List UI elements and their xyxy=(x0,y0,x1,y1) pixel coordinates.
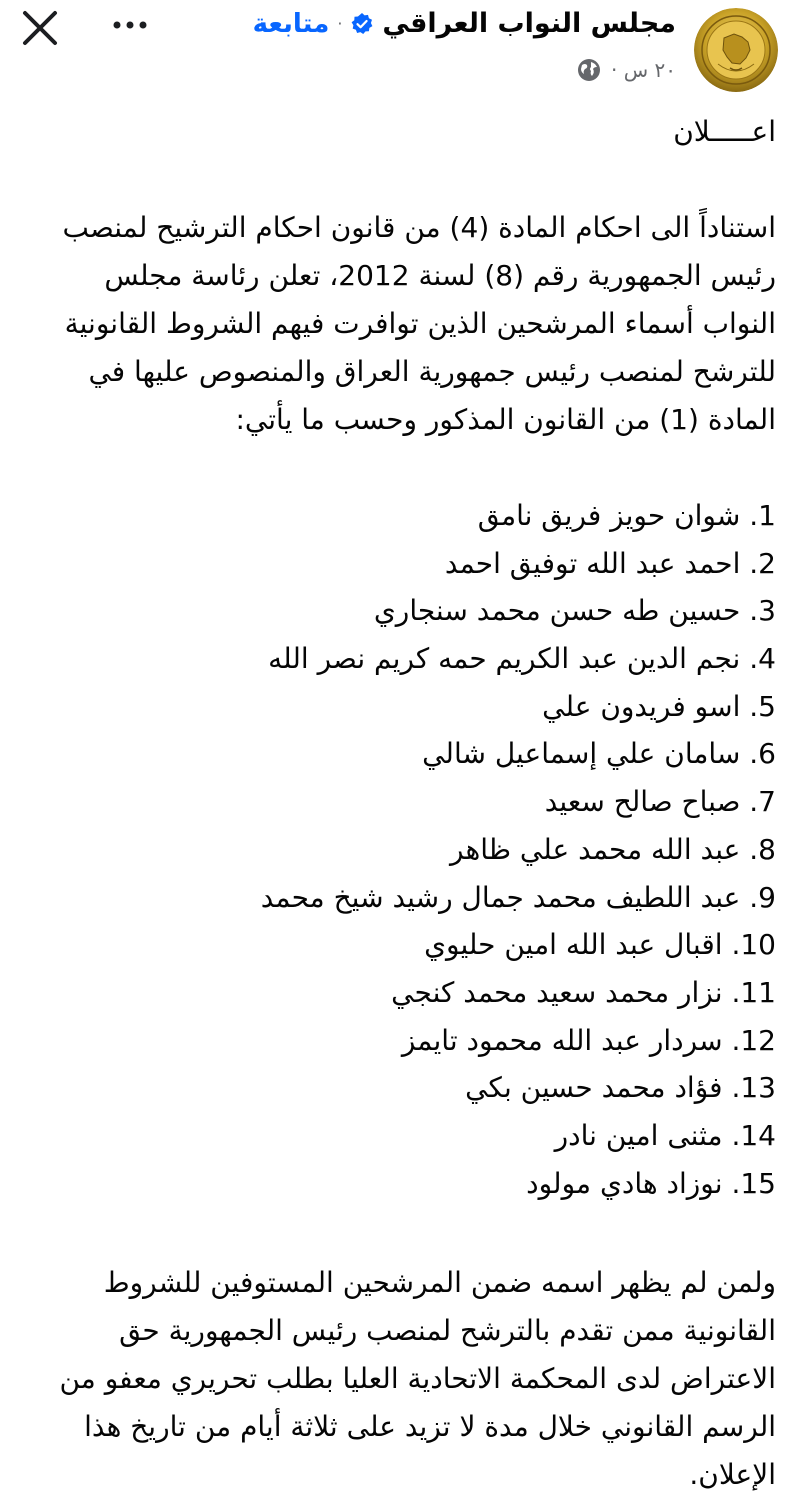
candidate-item xyxy=(20,778,776,826)
post-header xyxy=(0,0,800,100)
page-name[interactable]: مجلس النواب العراقي xyxy=(382,8,676,39)
candidate-item xyxy=(20,635,776,683)
verified-badge-icon xyxy=(350,12,374,36)
candidate-item xyxy=(20,540,776,588)
candidate-item xyxy=(20,587,776,635)
candidate-number: 15. xyxy=(731,1166,776,1200)
candidate-name: عبد الله محمد علي ظاهر xyxy=(450,832,741,866)
candidate-name: سامان علي إسماعيل شالي xyxy=(422,737,741,771)
candidate-name: مثنى امين نادر xyxy=(554,1118,723,1152)
candidate-name: اقبال عبد الله امين حليوي xyxy=(424,928,723,962)
candidate-name: نوزاد هادي مولود xyxy=(526,1166,723,1200)
candidate-number: 13. xyxy=(731,1071,776,1105)
candidate-item xyxy=(20,1064,776,1112)
candidate-number: 5. xyxy=(749,689,776,723)
candidate-item xyxy=(20,1017,776,1065)
candidate-item xyxy=(20,492,776,540)
candidate-number: 2. xyxy=(749,546,776,580)
candidate-item xyxy=(20,683,776,731)
candidate-number: 6. xyxy=(749,737,776,771)
candidate-name: نزار محمد سعيد محمد كنجي xyxy=(391,975,723,1009)
candidate-item xyxy=(20,826,776,874)
close-button[interactable] xyxy=(20,8,60,48)
candidate-name: عبد اللطيف محمد جمال رشيد شيخ محمد xyxy=(260,880,741,914)
candidate-name: حسين طه حسن محمد سنجاري xyxy=(373,594,741,628)
post-meta-row xyxy=(577,58,676,82)
post-timestamp[interactable]: ٢٠ س · xyxy=(611,58,676,82)
parliament-logo-avatar[interactable] xyxy=(694,8,778,92)
candidate-name: شوان حويز فريق نامق xyxy=(477,499,741,532)
separator-dot: · xyxy=(337,14,343,33)
close-icon xyxy=(20,8,60,48)
candidate-number: 1. xyxy=(749,499,776,532)
candidate-name: احمد عبد الله توفيق احمد xyxy=(444,546,741,580)
candidate-name: اسو فريدون علي xyxy=(542,689,741,723)
candidate-name: نجم الدين عبد الكريم حمه كريم نصر الله xyxy=(268,642,741,676)
candidate-name: سردار عبد الله محمود تايمز xyxy=(401,1023,723,1057)
page-name-row xyxy=(253,8,676,39)
candidate-item xyxy=(20,1160,776,1208)
candidate-item xyxy=(20,730,776,778)
more-icon xyxy=(108,10,152,40)
more-options-button[interactable] xyxy=(108,10,152,40)
candidate-name: فؤاد محمد حسين بكي xyxy=(465,1071,723,1105)
follow-button[interactable]: متابعة xyxy=(252,8,330,39)
candidate-number: 12. xyxy=(731,1023,776,1057)
globe-icon xyxy=(577,58,601,82)
announcement-title: اعـــــلان xyxy=(673,115,776,148)
announcement-objection-note: ولمن لم يظهر اسمه ضمن المرشحين المستوفين للشروط القانونية ممن تقدم بالترشح لمنصب رئيس الجمهورية حق الاعتراض لدى المحكمة الاتحادية العليا بطلب تحريري معفو من الرسم القانوني خلال مدة لا تزيد على ثلاثة أيام من تاريخ هذا الإعلان. xyxy=(59,1266,776,1492)
candidate-item xyxy=(20,969,776,1017)
candidate-item xyxy=(20,874,776,922)
candidate-number: 8. xyxy=(749,832,776,866)
post-body xyxy=(20,108,776,1499)
candidate-name: صباح صالح سعيد xyxy=(544,785,741,819)
candidate-number: 7. xyxy=(749,785,776,819)
announcement-intro: استناداً الى احكام المادة (4) من قانون احكام الترشيح لمنصب رئيس الجمهورية رقم (8) لسنة 2012، تعلن رئاسة مجلس النواب أسماء المرشحين الذين توافرت فيهم الشروط القانونية للترشح لمنصب رئيس جمهورية العراق والمنصوص عليها في المادة (1) من القانون المذكور وحسب ما يأتي: xyxy=(62,211,776,436)
candidate-number: 10. xyxy=(731,928,776,962)
candidate-number: 4. xyxy=(749,642,776,676)
candidate-item xyxy=(20,921,776,969)
candidate-list xyxy=(20,492,776,1207)
candidate-number: 3. xyxy=(749,594,776,628)
candidate-number: 14. xyxy=(731,1118,776,1152)
candidate-number: 11. xyxy=(731,975,776,1009)
candidate-number: 9. xyxy=(749,880,776,914)
candidate-item xyxy=(20,1112,776,1160)
